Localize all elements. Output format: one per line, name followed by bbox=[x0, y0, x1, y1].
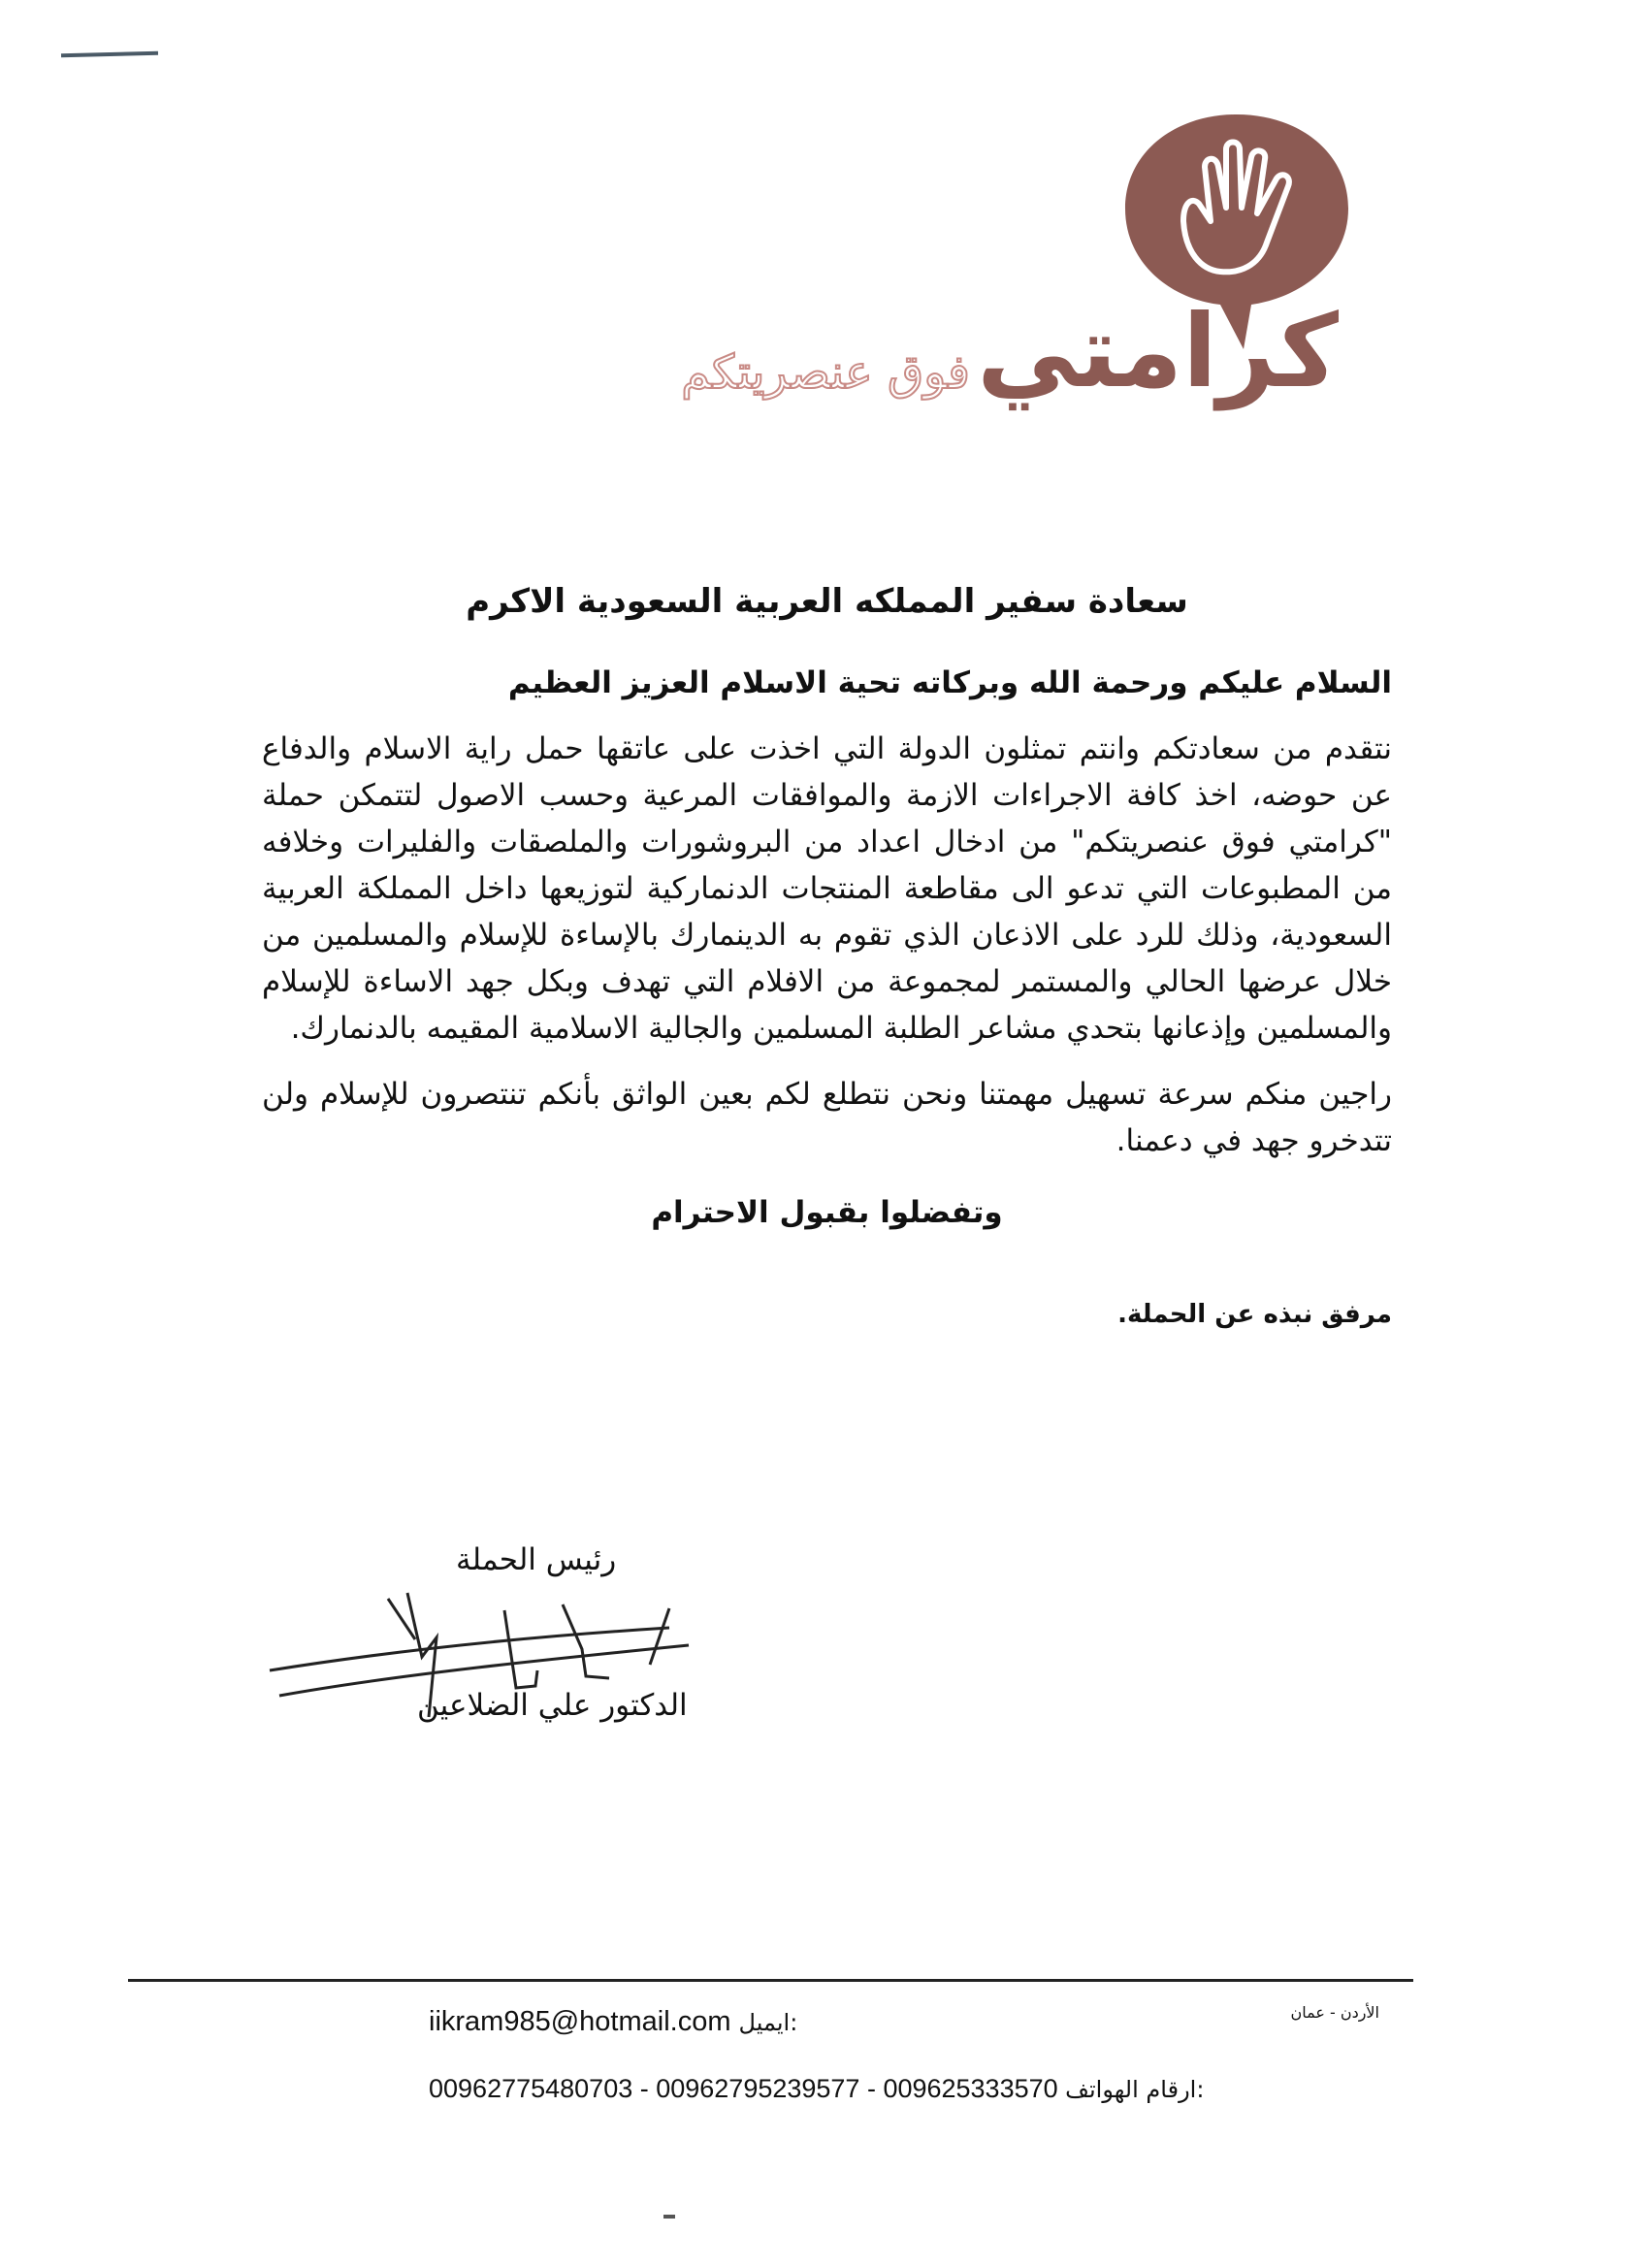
scan-speck bbox=[663, 2215, 675, 2219]
footer-location: الأردن - عمان bbox=[1290, 2003, 1379, 2022]
email-label: ايميل: bbox=[738, 2009, 798, 2036]
footer-divider bbox=[128, 1979, 1413, 1982]
phone-numbers: 00962775480703 - 00962795239577 - 009625333570 bbox=[429, 2074, 1058, 2103]
letter-paragraph: نتقدم من سعادتكم وانتم تمثلون الدولة التي اخذت على عاتقها حمل راية الاسلام والدفاع عن حوضه، اخذ كافة الاجراءات الازمة والموافقات المرعية وحسب الاصول لتتمكن حملة "كرامتي فوق عنصريتكم" من ادخال اعداد من البروشورات والملصقات والفليرات وخلافه من المطبوعات التي تدعو الى مقاطعة المنتجات الدنماركية لتوزيعها داخل المملكة العربية السعودية، وذلك للرد على الاذعان الذي تقوم به الدينمارك بالإساءة للإسلام والمسلمين من خلال عرضها الحالي والمستمر لمجموعة من الافلام التي تهدف وبكل جهد الاساءة للإسلام والمسلمين وإذعانها بتحدي مشاعر الطلبة المسلمين والجالية الاسلامية المقيمه بالدنمارك. bbox=[262, 731, 1392, 1046]
signer-title: رئيس الحملة bbox=[456, 1542, 617, 1577]
letter-heading: سعادة سفير المملكه العربية السعودية الاكرم bbox=[466, 582, 1188, 621]
email-address: iikram985@hotmail.com bbox=[429, 2006, 731, 2037]
phones-label: ارقام الهواتف: bbox=[1065, 2076, 1205, 2103]
footer-phones-line bbox=[429, 2074, 1204, 2104]
signature-block bbox=[262, 1542, 747, 1756]
scan-mark bbox=[61, 51, 158, 58]
letter-greeting: السلام عليكم ورحمة الله وبركاته تحية الاسلام العزيز العظيم bbox=[507, 665, 1392, 700]
campaign-logo bbox=[291, 107, 1397, 410]
logo-tagline: فوق عنصريتكم bbox=[681, 345, 970, 400]
letter-paragraph: راجين منكم سرعة تسهيل مهمتنا ونحن نتطلع لكم بعين الواثق بأنكم تنتصرون للإسلام ولن تتدخرو جهد في دعمنا. bbox=[262, 1077, 1392, 1158]
attachment-note: مرفق نبذه عن الحملة. bbox=[1117, 1300, 1392, 1329]
letter-body bbox=[262, 553, 1392, 1329]
footer-email-line bbox=[429, 2006, 797, 2038]
letter-closing: وتفضلوا بقبول الاحترام bbox=[651, 1195, 1003, 1230]
signer-name: الدكتور علي الضلاعين bbox=[417, 1688, 688, 1723]
logo-title: كرامتي bbox=[977, 292, 1339, 410]
